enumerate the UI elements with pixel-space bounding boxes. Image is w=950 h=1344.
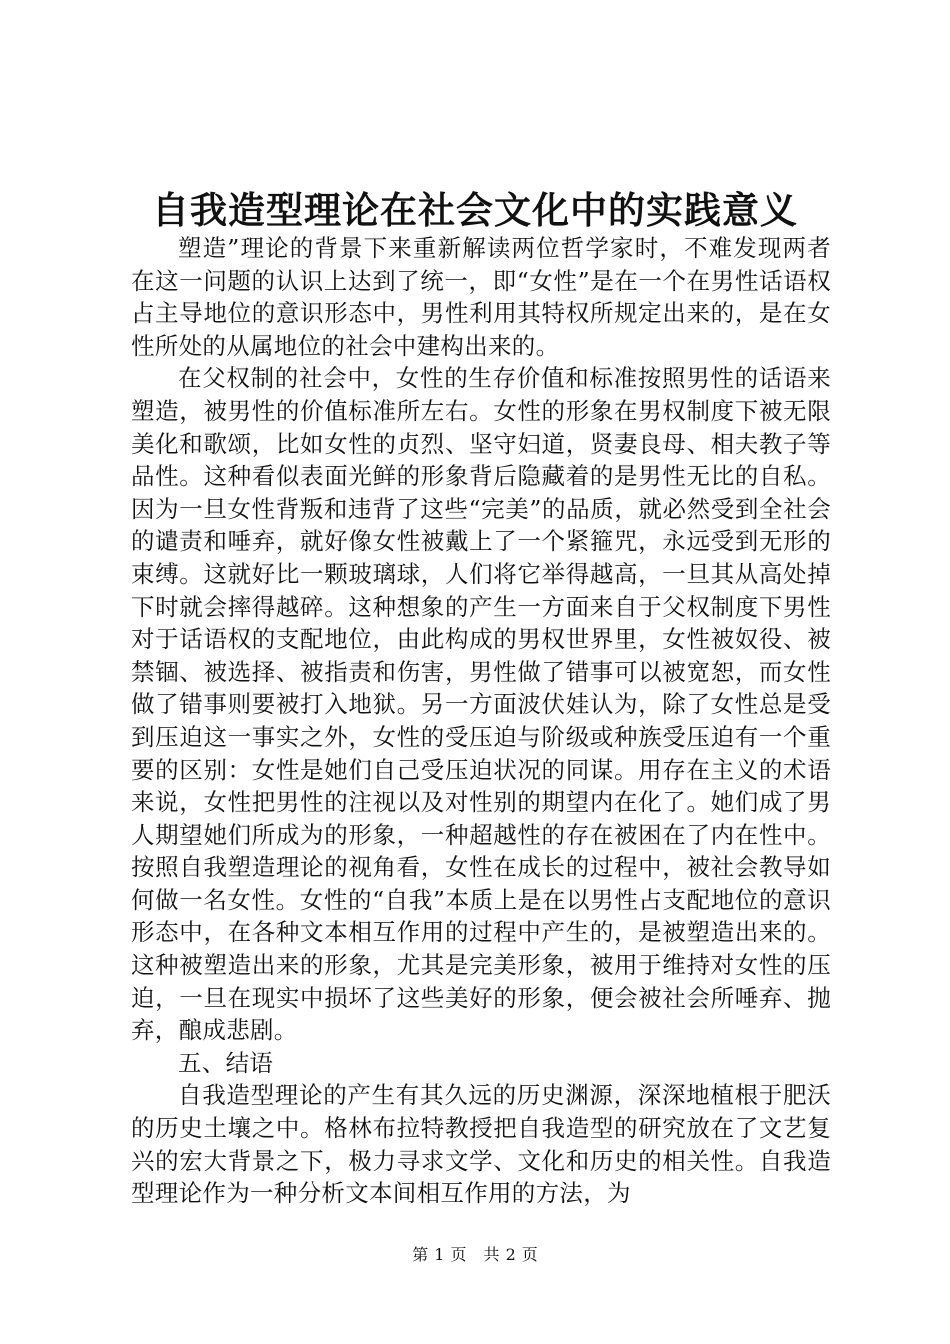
- paragraph-conclusion: 自我造型理论的产生有其久远的历史渊源，深深地植根于肥沃的历史土壤之中。格林布拉特教授把自我造型的研究放在了文艺复兴的宏大背景之下，极力寻求文学、文化和历史的相关性。自我造型理论作为一种分析文本间相互作用的方法，为: [131, 1081, 831, 1208]
- paragraph-intro: 塑造”理论的背景下来重新解读两位哲学家时，不难发现两者在这一问题的认识上达到了统一，即“女性”是在一个在男性话语权占主导地位的意识形态中，男性利用其特权所规定出来的，是在女性所处的从属地位的社会中建构出来的。: [131, 234, 831, 360]
- page-unit: 页: [450, 1245, 467, 1264]
- page-label: 第: [412, 1245, 429, 1264]
- total-pages: 2: [505, 1245, 516, 1264]
- page-indicator: [409, 1245, 469, 1264]
- section-heading-conclusion: 五、结语: [178, 1048, 274, 1077]
- page-footer: [0, 1244, 950, 1266]
- document-body: [131, 232, 831, 1210]
- document-title: 自我造型理论在社会文化中的实践意义: [152, 188, 798, 232]
- total-pages-indicator: [481, 1245, 541, 1264]
- total-label: 共: [483, 1245, 500, 1264]
- paragraph-patriarchy: 在父权制的社会中，女性的生存价值和标准按照男性的话语来塑造，被男性的价值标准所左右。女性的形象在男权制度下被无限美化和歌颂，比如女性的贞烈、坚守妇道，贤妻良母、相夫教子等品性。这种看似表面光鲜的形象背后隐藏着的是男性无比的自私。因为一旦女性背叛和违背了这些“完美”的品质，就必然受到全社会的谴责和唾弃，就好像女性被戴上了一个紧箍咒，永远受到无形的束缚。这就好比一颗玻璃球，人们将它举得越高，一旦其从高处掉下时就会摔得越碎。这种想象的产生一方面来自于父权制度下男性对于话语权的支配地位，由此构成的男权世界里，女性被奴役、被禁锢、被选择、被指责和伤害，男性做了错事可以被宽恕，而女性做了错事则要被打入地狱。另一方面波伏娃认为，除了女性总是受到压迫这一事实之外，女性的受压迫与阶级或种族受压迫有一个重要的区别：女性是她们自己受压迫状况的同谋。用存在主义的术语来说，女性把男性的注视以及对性别的期望内在化了。她们成了男人期望她们所成为的形象，一种超越性的存在被困在了内在性中。按照自我塑造理论的视角看，女性在成长的过程中，被社会教导如何做一名女性。女性的“自我”本质上是在以男性占支配地位的意识形态中，在各种文本相互作用的过程中产生的，是被塑造出来的。这种被塑造出来的形象，尤其是完美形象，被用于维持对女性的压迫，一旦在现实中损坏了这些美好的形象，便会被社会所唾弃、抛弃，酿成悲剧。: [131, 364, 831, 1045]
- total-unit: 页: [521, 1245, 538, 1264]
- page-number: 1: [434, 1245, 445, 1264]
